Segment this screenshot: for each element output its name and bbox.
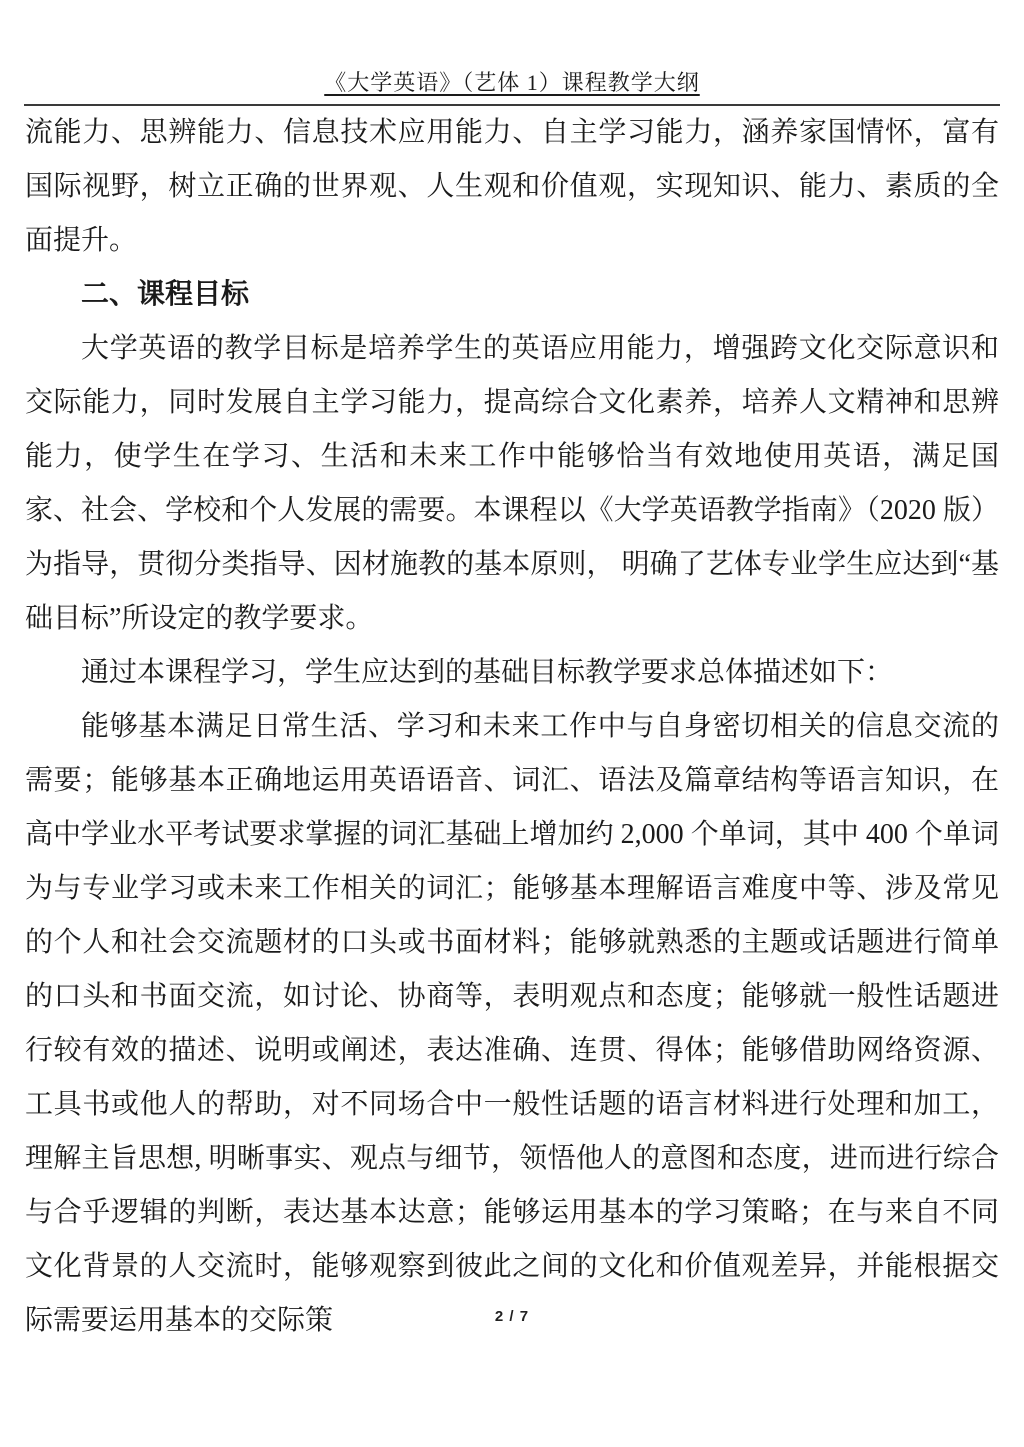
document-title: 《大学英语》（艺体 1）课程教学大纲 <box>324 70 700 95</box>
body-paragraph-continuation: 流能力、思辨能力、信息技术应用能力、自主学习能力，涵养家国情怀，富有国际视野，树立正确的世界观、人生观和价值观，实现知识、能力、素质的全面提升。 <box>25 117 999 256</box>
body-paragraph-intro-requirements: 通过本课程学习，学生应达到的基础目标教学要求总体描述如下： <box>81 657 894 688</box>
document-body <box>25 106 999 1348</box>
page-footer <box>0 1308 1024 1325</box>
page-number: 2 / 7 <box>494 1308 530 1325</box>
page-header <box>24 66 1000 106</box>
body-paragraph-basic-goals: 能够基本满足日常生活、学习和未来工作中与自身密切相关的信息交流的需要；能够基本正确地运用英语语音、词汇、语法及篇章结构等语言知识，在高中学业水平考试要求掌握的词汇基础上增加约 2,000 个单词，其中 400 个单词为与专业学习或未来工作相关的词汇；能够基本理解语言难度中等、涉及常见的个人和社会交流题材的口头或书面材料；能够就熟悉的主题或话题进行简单的口头和书面交流，如讨论、协商等，表明观点和态度；能够就一般性话题进行较有效的描述、说明或阐述，表达准确、连贯、得体；能够借助网络资源、工具书或他人的帮助，对不同场合中一般性话题的语言材料进行处理和加工，理解主旨思想, 明晰事实、观点与细节，领悟他人的意图和态度，进而进行综合与合乎逻辑的判断，表达基本达意；能够运用基本的学习策略；在与来自不同文化背景的人交流时，能够观察到彼此之间的文化和价值观差异，并能根据交际需要运用基本的交际策 <box>25 711 999 1336</box>
section-heading-course-objectives: 二、课程目标 <box>81 279 250 310</box>
body-paragraph-objectives: 大学英语的教学目标是培养学生的英语应用能力，增强跨文化交际意识和交际能力，同时发展自主学习能力，提高综合文化素养，培养人文精神和思辨能力，使学生在学习、生活和未来工作中能够恰当有效地使用英语，满足国家、社会、学校和个人发展的需要。本课程以《大学英语教学指南》（2020 版）为指导，贯彻分类指导、因材施教的基本原则， 明确了艺体专业学生应达到“基础目标”所设定的教学要求。 <box>25 333 999 634</box>
